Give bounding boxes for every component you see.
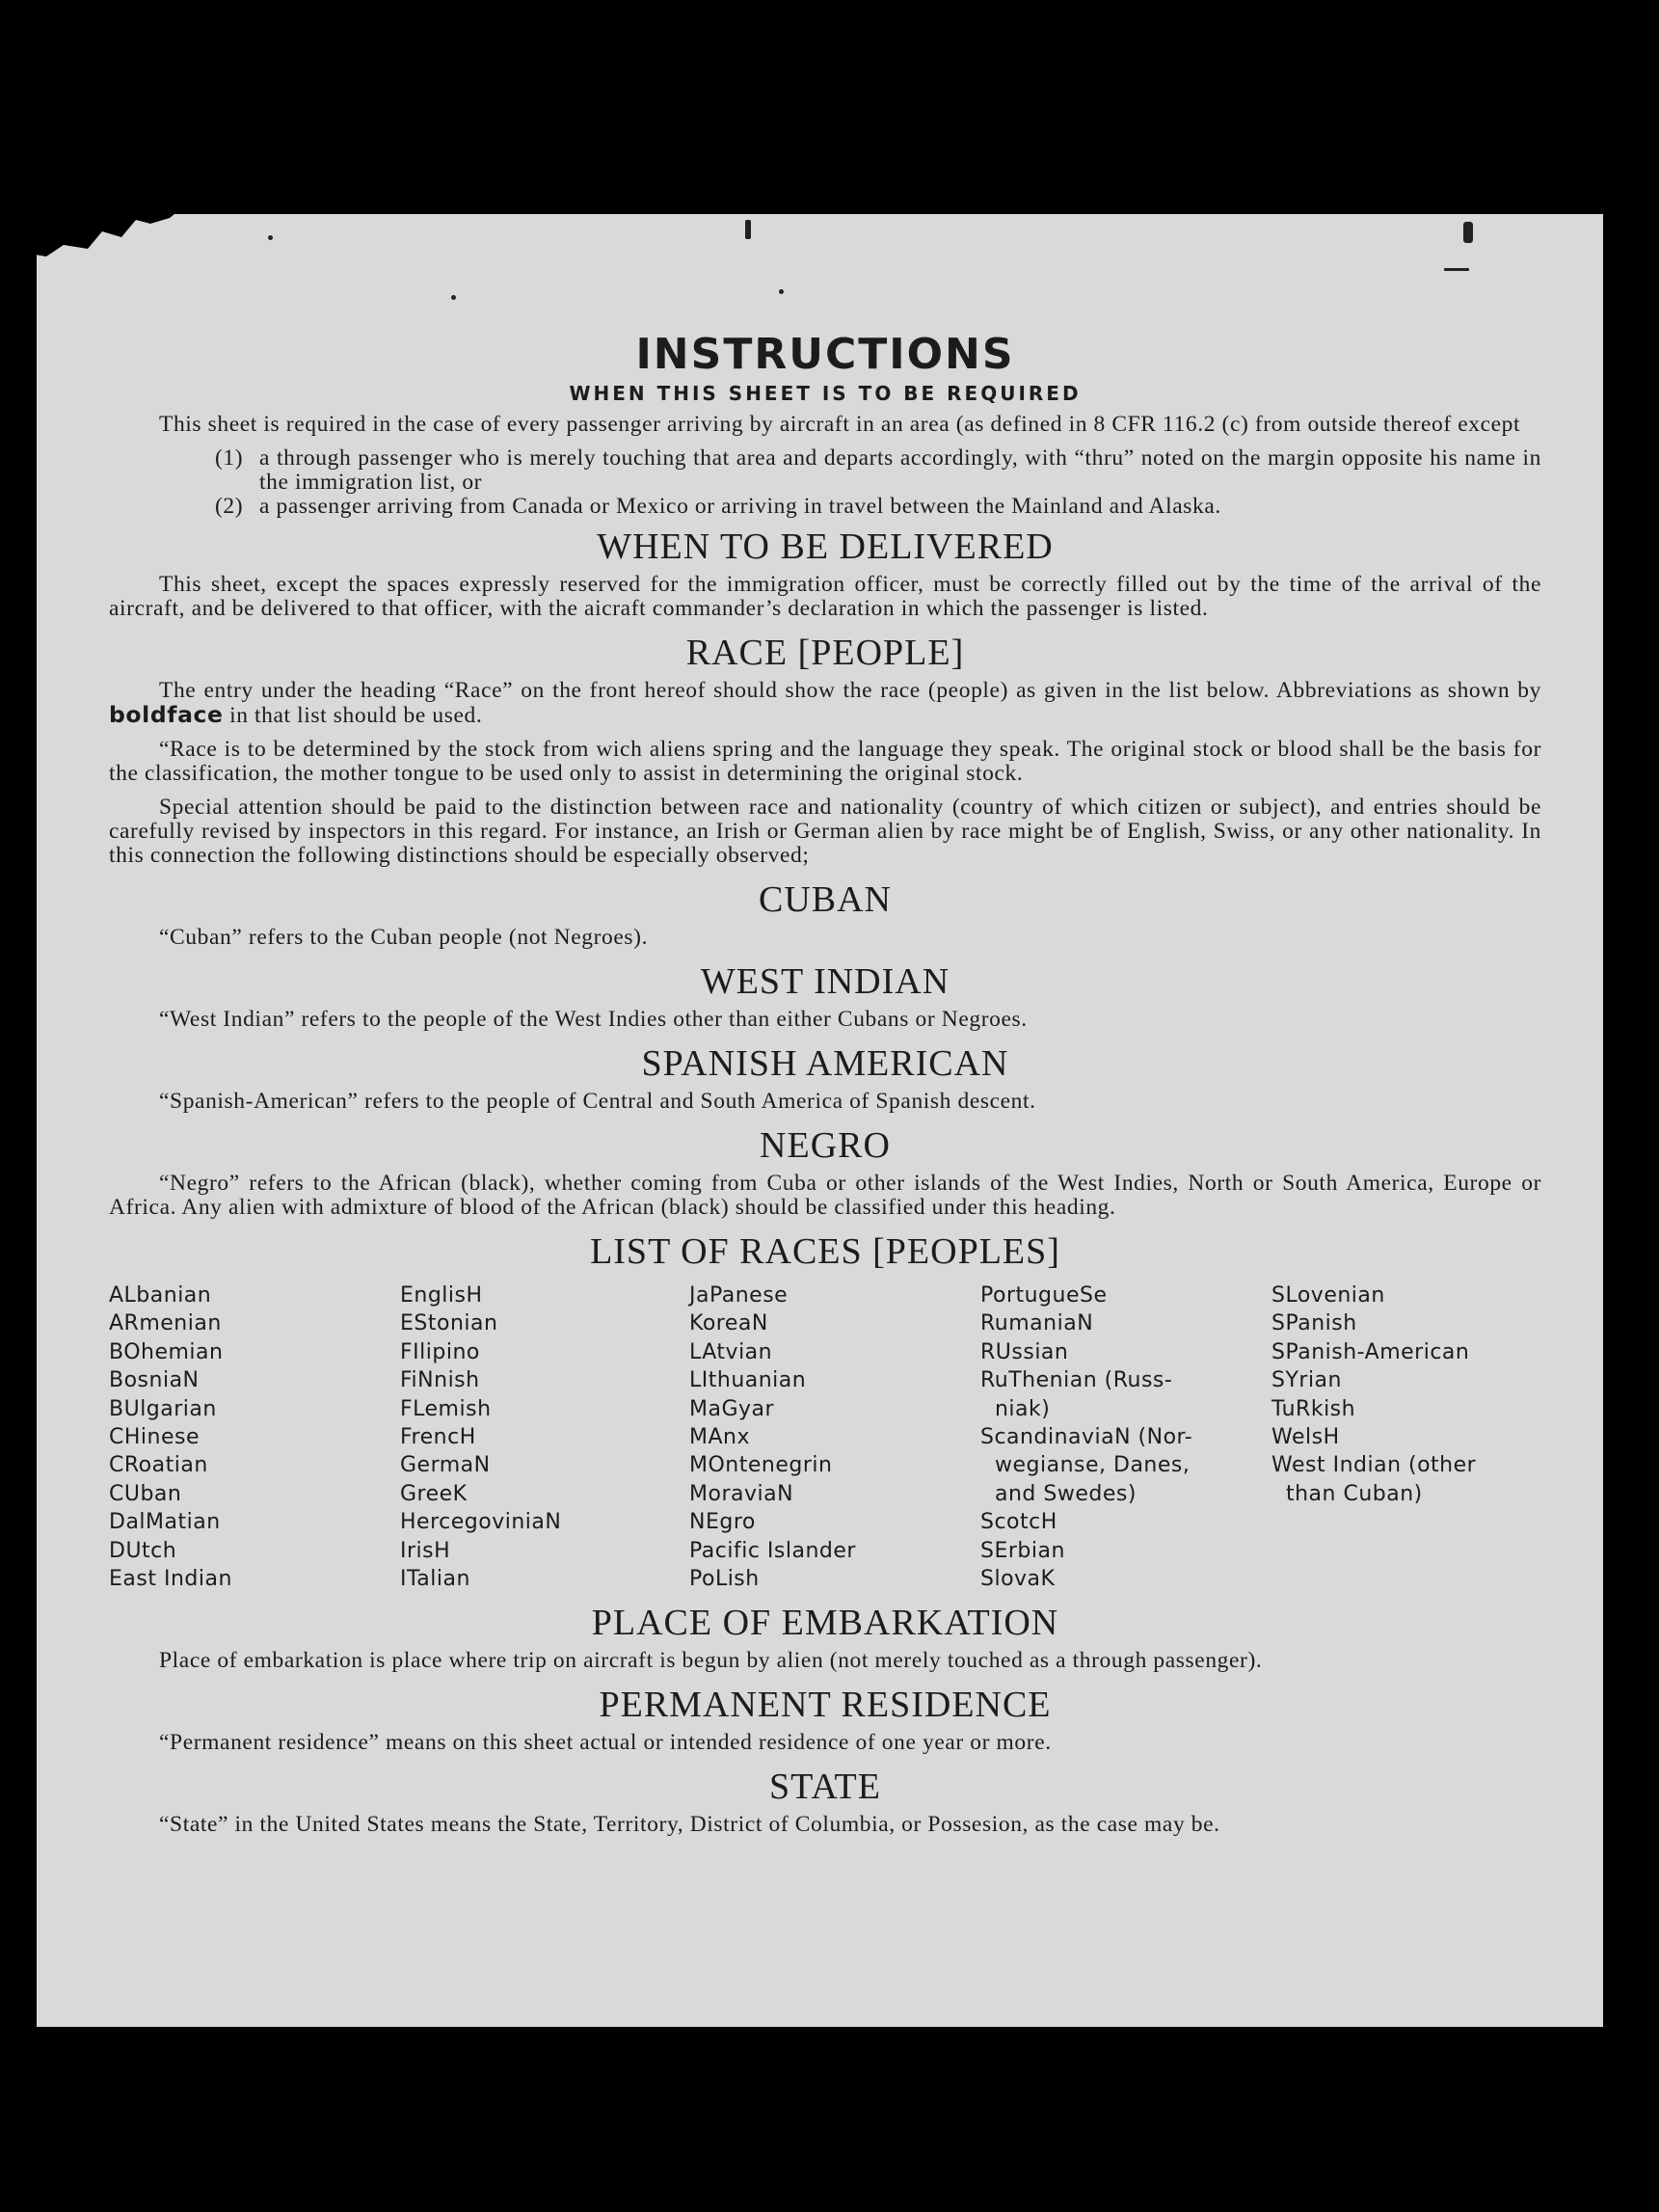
section-heading-spanish-american: SPANISH AMERICAN <box>641 1043 1009 1084</box>
cuban-paragraph: “Cuban” refers to the Cuban people (not Negroes). <box>159 925 649 950</box>
race-entry: SPanish-American <box>1271 1339 1470 1364</box>
residence-paragraph: “Permanent residence” means on this sheet actual or intended residence of one year or more. <box>159 1730 1052 1756</box>
west-indian-paragraph: “West Indian” refers to the people of the West Indies other than either Cubans or Negroes. <box>159 1007 1028 1032</box>
race-paragraph-3: Special attention should be paid to the distinction between race and nationality (country of which citizen or subject), and entries should be carefully revised by inspectors in this regard. For instance, an Irish or German alien by race might be of English, Swiss, or any other nationality. In this connection the following distinctions should be especially observed; <box>109 795 1541 868</box>
race-entry: wegianse, Danes, <box>980 1453 1191 1478</box>
race-entry: MOntenegrin <box>689 1453 833 1478</box>
race-text: in that list should be used. <box>229 703 483 728</box>
race-column <box>1271 1281 1522 1593</box>
race-entry: ARmenian <box>109 1311 222 1336</box>
race-entry: PoLish <box>689 1567 760 1592</box>
race-entry: NEgro <box>689 1510 756 1535</box>
race-entry: MoraviaN <box>689 1481 794 1506</box>
race-entry: DUtch <box>109 1538 177 1563</box>
spanish-american-paragraph: “Spanish-American” refers to the people of Central and South America of Spanish descent. <box>159 1089 1036 1114</box>
section-heading-race: RACE [PEOPLE] <box>685 633 965 673</box>
exception-number: (2) <box>215 494 244 519</box>
state-paragraph: “State” in the United States means the State, Territory, District of Columbia, or Possesion, as the case may be. <box>159 1812 1220 1838</box>
race-column <box>980 1281 1271 1593</box>
race-entry: RuThenian (Russ- <box>980 1368 1173 1393</box>
race-entry: TuRkish <box>1271 1396 1356 1421</box>
speck <box>451 295 456 300</box>
race-entry: HercegoviniaN <box>400 1510 562 1535</box>
speck <box>1463 222 1473 243</box>
race-entry: BUlgarian <box>109 1396 217 1421</box>
section-heading-residence: PERMANENT RESIDENCE <box>599 1685 1052 1726</box>
race-entry: RumaniaN <box>980 1311 1094 1336</box>
page-subtitle: WHEN THIS SHEET IS TO BE REQUIRED <box>569 382 1082 405</box>
race-entry: East Indian <box>109 1567 232 1592</box>
race-entry: West Indian (other <box>1271 1453 1477 1478</box>
race-entry: MaGyar <box>689 1396 775 1421</box>
race-entry: EStonian <box>400 1311 498 1336</box>
race-entry: SlovaK <box>980 1567 1056 1592</box>
race-entry: FiNnish <box>400 1368 480 1393</box>
race-entry: FIlipino <box>400 1339 480 1364</box>
section-heading-embarkation: PLACE OF EMBARKATION <box>591 1603 1059 1644</box>
race-entry: FLemish <box>400 1396 492 1421</box>
exception-list <box>109 446 1541 519</box>
speck <box>745 220 751 239</box>
race-entry: IrisH <box>400 1538 451 1563</box>
race-entry: GreeK <box>400 1481 468 1506</box>
race-entry: EnglisH <box>400 1283 483 1308</box>
races-list <box>109 1281 1541 1593</box>
negro-paragraph: “Negro” refers to the African (black), whether coming from Cuba or other islands of the West Indies, North or South America, Europe or Africa. Any alien with admixture of blood of the African (black) should be classified under this heading. <box>109 1171 1541 1220</box>
race-entry: PortugueSe <box>980 1283 1108 1308</box>
race-entry: SErbian <box>980 1538 1065 1563</box>
exception-item <box>215 495 1541 519</box>
speck <box>1444 268 1469 271</box>
speck <box>268 235 273 240</box>
race-entry: BosniaN <box>109 1368 200 1393</box>
race-entry: ALbanian <box>109 1283 212 1308</box>
race-text: The entry under the heading “Race” on the front hereof should show the race (people) as given in the list below. Abbreviations as shown by <box>159 678 1541 703</box>
race-paragraph-1 <box>109 679 1541 728</box>
exception-number: (1) <box>215 445 244 471</box>
race-column <box>400 1281 689 1593</box>
race-entry: SYrian <box>1271 1368 1342 1393</box>
race-entry: WelsH <box>1271 1425 1340 1450</box>
section-heading-delivered: WHEN TO BE DELIVERED <box>597 526 1054 567</box>
race-entry: MAnx <box>689 1425 750 1450</box>
race-entry: CHinese <box>109 1425 200 1450</box>
race-entry: GermaN <box>400 1453 491 1478</box>
torn-corner <box>35 210 179 268</box>
race-paragraph-2: “Race is to be determined by the stock from wich aliens spring and the language they speak. The original stock or blood shall be the basis for the classification, the mother tongue to be used only to assist in determining the original stock. <box>109 737 1541 786</box>
speck <box>779 289 784 294</box>
embarkation-paragraph: Place of embarkation is place where trip on aircraft is begun by alien (not merely touched as a through passenger). <box>159 1648 1263 1674</box>
race-entry: CUban <box>109 1481 182 1506</box>
race-entry: FrencH <box>400 1425 476 1450</box>
race-entry: KoreaN <box>689 1311 768 1336</box>
race-entry: DalMatian <box>109 1510 221 1535</box>
section-heading-west-indian: WEST INDIAN <box>700 961 950 1002</box>
section-heading-state: STATE <box>769 1767 881 1808</box>
section-heading-cuban: CUBAN <box>758 879 893 920</box>
race-entry: LIthuanian <box>689 1368 807 1393</box>
race-entry: JaPanese <box>689 1283 789 1308</box>
boldface-term: boldface <box>109 701 224 728</box>
race-entry: ScotcH <box>980 1510 1057 1535</box>
race-entry: SLovenian <box>1271 1283 1385 1308</box>
race-entry: SPanish <box>1271 1311 1357 1336</box>
delivered-paragraph: This sheet, except the spaces expressly reserved for the immigration officer, must be correctly filled out by the time of the arrival of the aircraft, and be delivered to that officer, with the aicraft commander’s declaration in which the passenger is listed. <box>109 572 1541 621</box>
exception-item <box>215 446 1541 495</box>
race-entry: CRoatian <box>109 1453 208 1478</box>
race-entry: BOhemian <box>109 1339 224 1364</box>
intro-paragraph: This sheet is required in the case of every passenger arriving by aircraft in an area (as defined in 8 CFR 116.2 (c) from outside thereof except <box>159 412 1521 437</box>
race-entry: ITalian <box>400 1567 470 1592</box>
race-column <box>689 1281 980 1593</box>
race-entry: than Cuban) <box>1271 1481 1423 1506</box>
exception-text: a passenger arriving from Canada or Mexico or arriving in travel between the Mainland and Alaska. <box>259 494 1221 519</box>
race-entry: Pacific Islander <box>689 1538 856 1563</box>
race-entry: and Swedes) <box>980 1481 1137 1506</box>
race-entry: niak) <box>980 1396 1051 1421</box>
document-sheet <box>37 214 1603 2027</box>
section-heading-races-list: LIST OF RACES [PEOPLES] <box>590 1231 1060 1272</box>
race-entry: RUssian <box>980 1339 1069 1364</box>
race-column <box>109 1281 400 1593</box>
section-heading-negro: NEGRO <box>760 1125 891 1166</box>
exception-text: a through passenger who is merely touching that area and departs accordingly, with “thru” noted on the margin opposite his name in the immigration list, or <box>259 445 1541 495</box>
race-entry: ScandinaviaN (Nor- <box>980 1425 1193 1450</box>
page-title: INSTRUCTIONS <box>635 330 1015 379</box>
race-entry: LAtvian <box>689 1339 773 1364</box>
